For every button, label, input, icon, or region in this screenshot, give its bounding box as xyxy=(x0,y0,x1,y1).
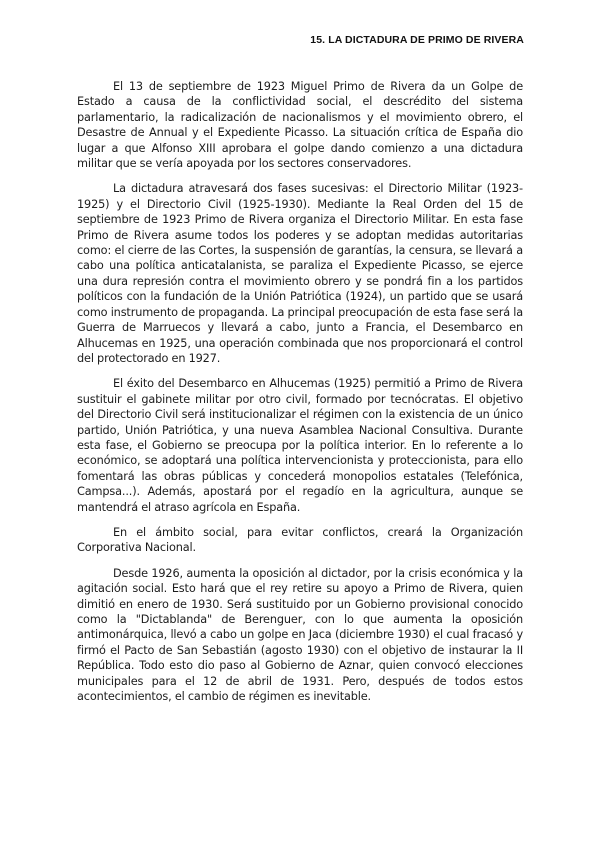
paragraph-3: El éxito del Desembarco en Alhucemas (1925) permitió a Primo de Rivera sustituir el gabinete militar por otro civil, formado por tecnócratas. El objetivo del Directorio Civil será institucionalizar el régimen con la existencia de un único partido, Unión Patriótica, y una nueva Asamblea Nacional Consultiva. Durante esta fase, el Gobierno se preocupa por la política interior. En lo referente a lo económico, se adoptará una política intervencionista y proteccionista, para ello fomentará las obras públicas y concederá monopolios estatales (Telefónica, Campsa...). Además, apostará por el regadío en la agricultura, aunque se mantendrá el atraso agrícola en España. xyxy=(77,377,523,514)
paragraph-1: El 13 de septiembre de 1923 Miguel Primo de Rivera da un Golpe de Estado a causa de la conflictividad social, el descrédito del sistema parlamentario, la radicalización de nacionalismos y el movimiento obrero, el Desastre de Annual y el Expediente Picasso. La situación crítica de España dio lugar a que Alfonso XIII aprobara el golpe dando comienzo a una dictadura militar que se vería apoyada por los sectores conservadores. xyxy=(77,80,523,171)
paragraph-2: La dictadura atravesará dos fases sucesivas: el Directorio Militar (1923-1925) y el Directorio Civil (1925-1930). Mediante la Real Orden del 15 de septiembre de 1923 Primo de Rivera organiza el Directorio Militar. En esta fase Primo de Rivera asume todos los poderes y se adoptan medidas autoritarias como: el cierre de las Cortes, la suspensión de garantías, la censura, se llevará a cabo una política anticatalanista, se paraliza el Expediente Picasso, se ejerce una dura represión contra el movimiento obrero y se pondrá fin a los partidos políticos con la fundación de la Unión Patriótica (1924), un partido que se usará como instrumento de propaganda. La principal preocupación de esta fase será la Guerra de Marruecos y llevará a cabo, junto a Francia, el Desembarco en Alhucemas en 1925, una operación combinada que nos proporcionará el control del protectorado en 1927. xyxy=(77,182,523,365)
document-body xyxy=(77,79,523,714)
paragraph-4: En el ámbito social, para evitar conflictos, creará la Organización Corporativa Nacional. xyxy=(77,525,523,555)
page-header-title: 15. LA DICTADURA DE PRIMO DE RIVERA xyxy=(310,34,524,46)
paragraph-5: Desde 1926, aumenta la oposición al dictador, por la crisis económica y la agitación social. Esto hará que el rey retire su apoyo a Primo de Rivera, quien dimitió en enero de 1930. Será sustituido por un Gobierno provisional conocido como la "Dictablanda" de Berenguer, con lo que aumenta la oposición antimonárquica, llevó a cabo un golpe en Jaca (diciembre 1930) el cual fracasó y firmó el Pacto de San Sebastián (agosto 1930) con el objetivo de instaurar la II República. Todo esto dio paso al Gobierno de Aznar, quien convocó elecciones municipales para el 12 de abril de 1931. Pero, después de todos estos acontecimientos, el cambio de régimen es inevitable. xyxy=(77,566,523,704)
